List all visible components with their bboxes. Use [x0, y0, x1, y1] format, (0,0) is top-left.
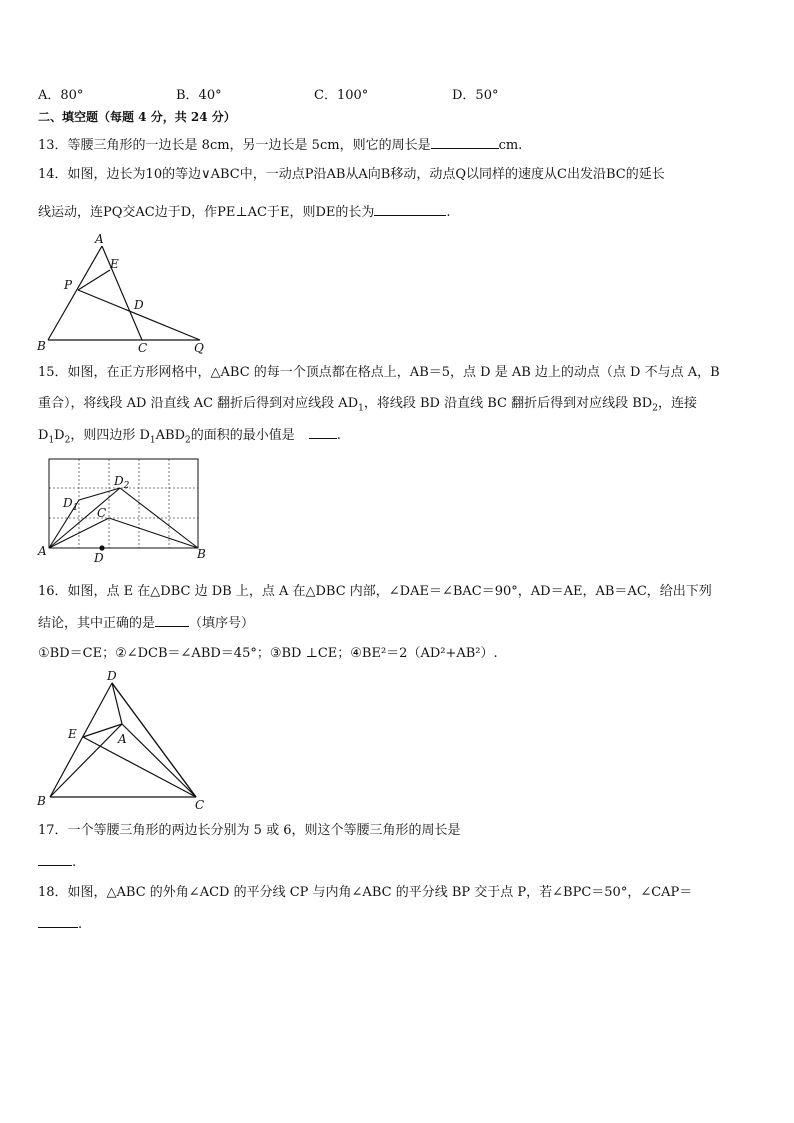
label-c: C [97, 506, 107, 520]
label-c: C [138, 341, 148, 355]
q13-unit: cm. [498, 138, 523, 153]
q13-text: 13．等腰三角形的一边长是 8cm，另一边长是 5cm，则它的周长是 [38, 138, 431, 153]
question-15-line3 [38, 426, 341, 450]
q14-text: 线运动，连PQ交AC边于D，作PE⊥AC于E，则DE的长为 [38, 205, 375, 220]
q15-sub: 2 [185, 435, 191, 446]
q15-sub: 2 [64, 435, 71, 446]
q15-text-b: ，将线段 BD 沿直线 BC 翻折后得到对应线段 BD [363, 396, 653, 411]
label-p: P [64, 278, 73, 292]
question-14-line2 [38, 203, 451, 222]
option-b: B．40° [176, 88, 222, 103]
question-18-line1: 18．如图，△ABC 的外角∠ACD 的平分线 CP 与内角∠ABC 的平分线 BP 交于点 P，若∠BPC＝50°，∠CAP＝ [38, 885, 693, 900]
label-d1: $D_1$ [63, 496, 79, 513]
answer-blank [155, 614, 189, 627]
q18-end: . [78, 917, 83, 932]
answer-blank [374, 203, 446, 216]
answer-blank [309, 426, 337, 439]
label-d: D [107, 669, 117, 683]
question-16-line1: 16．如图，点 E 在△DBC 边 DB 上，点 A 在△DBC 内部，∠DAE＝∠BAC＝90°，AD＝AE，AB＝AC，给出下列 [38, 584, 712, 599]
label-d: D [94, 551, 104, 565]
q15-t: ABD [155, 428, 186, 443]
q15-sub: 1 [358, 403, 364, 414]
label-a: A [38, 544, 47, 558]
question-15-line2 [38, 395, 697, 418]
question-15-line1: 15．如图，在正方形网格中，△ABC 的每一个顶点都在格点上，AB＝5，点 D 是 AB 边上的动点（点 D 不与点 A，B [38, 365, 720, 380]
section-title: 二、填空题（每题 4 分，共 24 分） [38, 110, 236, 124]
question-14-line1: 14．如图，边长为10的等边∨ABC中，一动点P沿AB从A向B移动，动点Q以同样的速度从C出发沿BC的延长 [38, 167, 665, 182]
q15-t: 的面积的最小值是 [190, 428, 295, 443]
q15-text-a: 重合），将线段 AD 沿直线 AC 翻折后得到对应线段 AD [38, 396, 359, 411]
q16-text: 结论，其中正确的是 [38, 616, 156, 631]
question-13 [38, 136, 522, 155]
question-16-line2 [38, 614, 254, 633]
option-d: D．50° [452, 88, 499, 103]
label-b: B [197, 547, 206, 561]
option-a: A．80° [38, 88, 84, 103]
label-a: A [118, 732, 127, 746]
question-18-line2 [38, 915, 82, 934]
label-b: B [37, 794, 46, 808]
label-e: E [68, 727, 77, 741]
q15-sub: 1 [48, 435, 55, 446]
q15-t: D [54, 428, 65, 443]
option-c: C．100° [314, 88, 369, 103]
answer-blank [38, 853, 72, 866]
label-d: D [134, 298, 144, 312]
answer-blank [38, 915, 78, 928]
q16-text-end: （填序号） [189, 616, 255, 631]
answer-blank [431, 136, 499, 149]
q15-t: D [38, 428, 49, 443]
label-b: B [37, 339, 46, 353]
q15-text-c: ，连接 [657, 396, 697, 411]
question-17-line1: 17．一个等腰三角形的两边长分别为 5 或 6，则这个等腰三角形的周长是 [38, 823, 461, 838]
q15-sub: 1 [149, 435, 156, 446]
label-d2: $D_2$ [114, 474, 130, 491]
question-16-line3: ①BD＝CE；②∠DCB＝∠ABD＝45°；③BD ⊥CE；④BE²＝2（AD²+AB²）. [38, 646, 498, 661]
label-a: A [95, 232, 104, 246]
label-q: Q [194, 341, 204, 355]
q14-end: . [446, 205, 451, 220]
label-e: E [110, 257, 119, 271]
q15-end: . [336, 428, 341, 443]
q15-sub: 2 [652, 403, 658, 414]
question-17-line2 [38, 853, 76, 872]
q15-t: ，则四边形 D [70, 428, 150, 443]
q17-end: . [72, 855, 77, 870]
label-c: C [195, 798, 205, 812]
